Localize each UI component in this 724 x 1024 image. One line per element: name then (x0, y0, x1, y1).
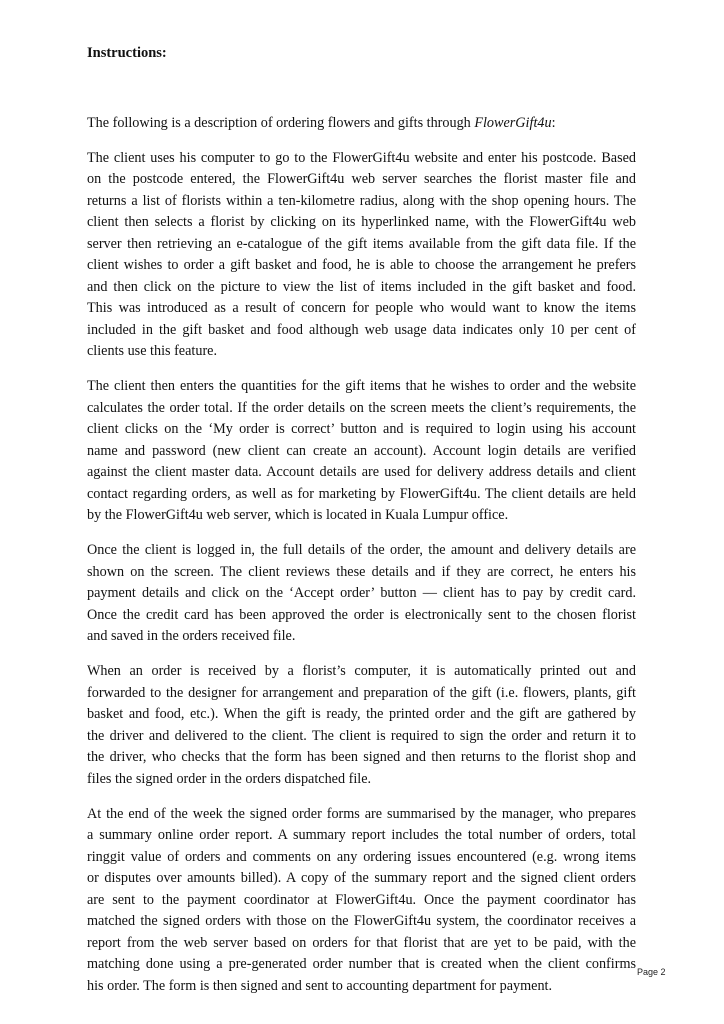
text-line: payment details and click on the ‘Accept order’ button — client has to pay by credit card. (87, 585, 636, 601)
text-line: against the client master data. Account details are used for delivery address details and client (87, 464, 636, 480)
intro-end: : (551, 115, 556, 131)
text-line: and saved in the orders received file. (87, 628, 296, 644)
text-line: clients use this feature. (87, 343, 218, 359)
text-line: ringgit value of orders and comments on any ordering issues encountered (e.g. wrong items (87, 848, 636, 865)
text-line: Once the credit card has been approved the order is electronically sent to the chosen florist (87, 606, 636, 623)
text-line: returns a list of florists within a ten-kilometre radius, along with the shop opening hours. The (87, 192, 636, 209)
text-line: client then selects a florist by clicking on its hyperlinked name, with the FlowerGift4u web (87, 214, 636, 230)
text-line: The client uses his computer to go to the FlowerGift4u website and enter his postcode. Based (87, 149, 636, 166)
text-line: forwarded to the designer for arrangement and preparation of the gift (i.e. flowers, plants, gift (87, 684, 636, 701)
text-line: the driver and delivered to the client. The client is required to sign the order and return it to (87, 727, 636, 744)
text-line: server then retrieving an e-catalogue of the gift items available from the gift data file. If the (87, 235, 636, 252)
text-line: name and password (new client can create an account). Account login details are verified (87, 442, 636, 459)
text-line: When an order is received by a florist’s computer, it is automatically printed out and (87, 663, 636, 679)
text-line: by the FlowerGift4u web server, which is located in Kuala Lumpur office. (87, 507, 509, 523)
text-line: matching done using a pre-generated order number that is created when the client confirms (87, 956, 636, 972)
text-line: At the end of the week the signed order forms are summarised by the manager, who prepares (87, 805, 636, 822)
document-body (87, 113, 636, 1011)
text-line: report from the web server based on orders for that florist that are yet to be paid, with the (87, 934, 636, 951)
text-line: shown on the screen. The client reviews these details and if they are correct, he enters his (87, 563, 636, 580)
text-line: The client then enters the quantities for the gift items that he wishes to order and the website (87, 378, 636, 394)
text-line: and then click on the picture to view the list of items included in the gift basket and food. (87, 278, 636, 295)
text-line: This was introduced as a result of concern for people who would want to know the items (87, 300, 636, 316)
text-line: basket and food, etc.). When the gift is ready, the printed order and the gift are gathered by (87, 706, 636, 722)
paragraphs (87, 148, 636, 998)
intro-line (87, 113, 636, 135)
text-line: included in the gift basket and food although web usage data indicates only 10 per cent of (87, 321, 636, 338)
text-line: client clicks on the ‘My order is correct’ button and is required to login using his account (87, 421, 636, 437)
page-number: Page 2 (637, 967, 666, 977)
instructions-heading: Instructions: (87, 45, 167, 61)
paragraph (87, 148, 636, 363)
text-line: contact regarding orders, as well as for marketing by FlowerGift4u. The client details are held (87, 485, 636, 502)
paragraph (87, 540, 636, 648)
text-line: on the postcode entered, the FlowerGift4u web server searches the florist master file and (87, 171, 636, 187)
text-line: client wishes to order a gift basket and food, he is able to choose the arrangement he prefers (87, 257, 636, 273)
brand-name: FlowerGift4u (474, 115, 552, 131)
text-line: files the signed order in the orders dispatched file. (87, 770, 372, 787)
text-line: matched the signed orders with those on the FlowerGift4u system, the coordinator receives a (87, 913, 636, 929)
text-line: are sent to the payment coordinator at FlowerGift4u. Once the payment coordinator has (87, 891, 636, 908)
paragraph (87, 661, 636, 790)
text-line: the driver, who checks that the form has been signed and then returns to the florist shop and (87, 749, 636, 765)
paragraph (87, 804, 636, 998)
intro-text: The following is a description of ordering flowers and gifts through (87, 115, 475, 131)
text-line: or disputes over amounts billed). A copy of the summary report and the signed client orders (87, 870, 636, 886)
text-line: a summary online order report. A summary report includes the total number of orders, total (87, 827, 636, 843)
text-line: his order. The form is then signed and sent to accounting department for payment. (87, 977, 553, 994)
text-line: Once the client is logged in, the full details of the order, the amount and delivery details are (87, 542, 636, 558)
paragraph (87, 376, 636, 527)
text-line: calculates the order total. If the order details on the screen meets the client’s requirements, the (87, 399, 636, 416)
